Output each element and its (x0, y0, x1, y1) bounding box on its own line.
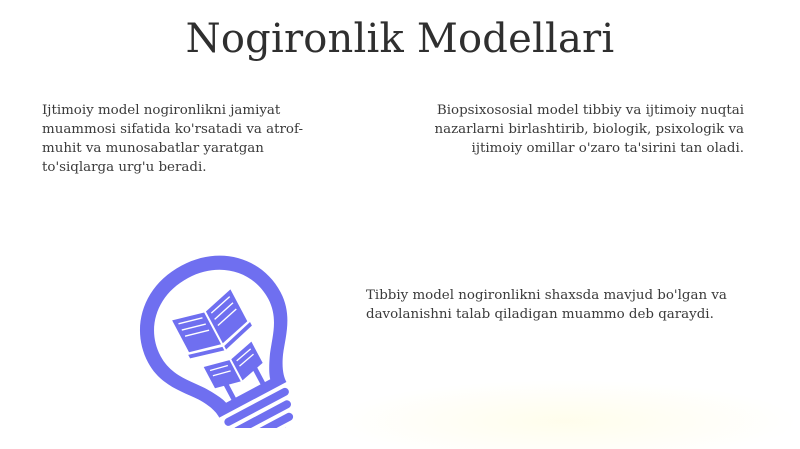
medical-model-text: Tibbiy model nogironlikni shaxsda mavjud bo'lgan va davolanishni talab qiladigan muammo deb qaraydi. (366, 288, 727, 322)
lightbulb-book-icon (100, 248, 315, 428)
background-glow (330, 380, 800, 449)
social-model-text: Ijtimoiy model nogironlikni jamiyat muammosi sifatida ko'rsatadi va atrof-muhit va munosabatlar yaratgan to'siqlarga urg'u beradi. (42, 103, 303, 175)
biopsychosocial-model-text: Biopsixososial model tibbiy va ijtimoiy nuqtai nazarlarni birlashtirib, biologik, psixologik va ijtimoiy omillar o'zaro ta'sirini tan oladi. (434, 103, 744, 156)
slide-title: Nogironlik Modellari (185, 16, 615, 62)
